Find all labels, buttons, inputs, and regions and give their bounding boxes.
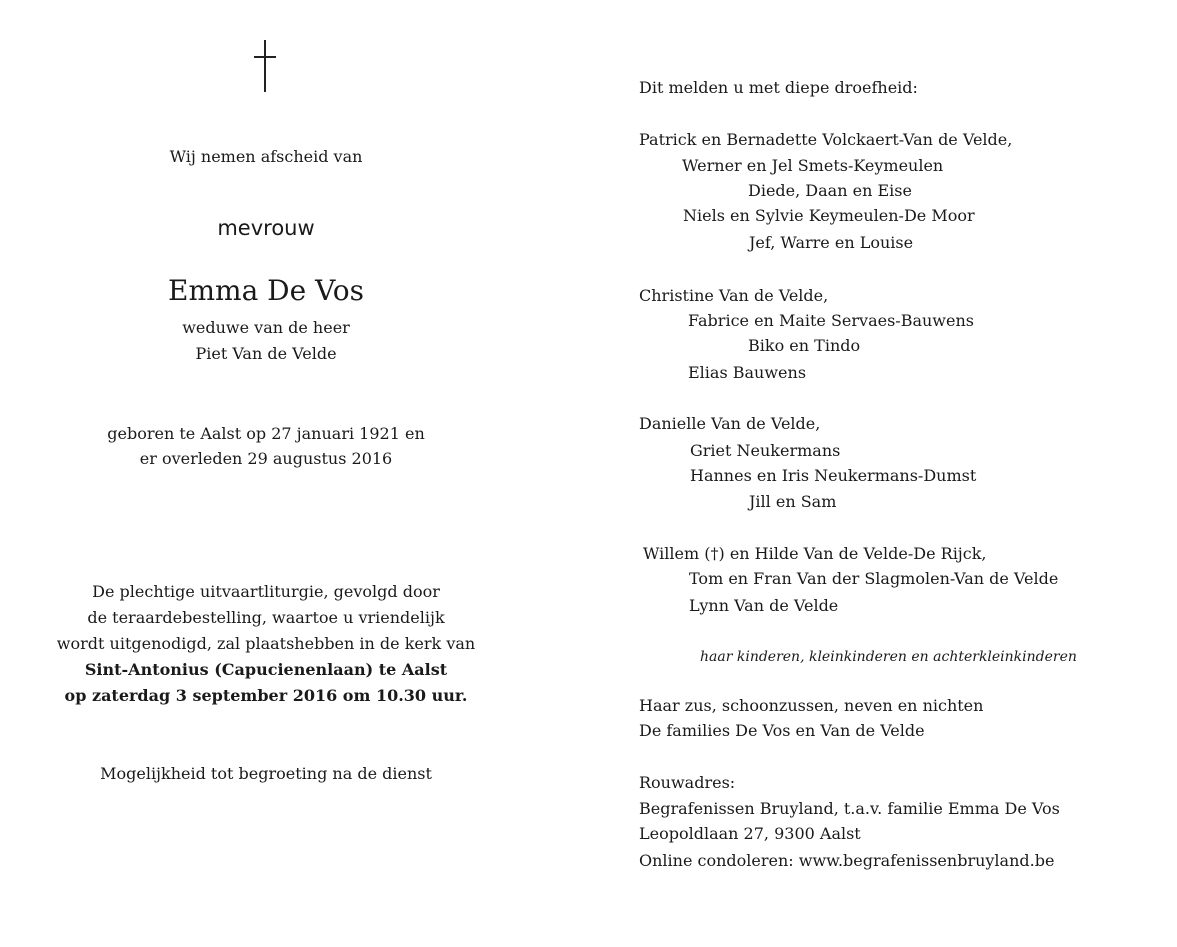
ceremony-line-3: wordt uitgenodigd, zal plaatshebben in de kerk van — [56, 634, 476, 653]
family-line: Hannes en Iris Neukermans-Dumst — [690, 466, 977, 485]
family-line: Elias Bauwens — [688, 363, 807, 382]
widow-line-1: weduwe van de heer — [182, 318, 350, 337]
ceremony-line-1: De plechtige uitvaartliturgie, gevolgd door — [92, 582, 440, 601]
address-line-1: Begrafenissen Bruyland, t.a.v. familie Emma De Vos — [639, 799, 1060, 818]
extended-family-line-2: De families De Vos en Van de Velde — [639, 721, 925, 740]
relation-note: haar kinderen, kleinkinderen en achterkleinkinderen — [700, 649, 1077, 665]
family-line: Niels en Sylvie Keymeulen-De Moor — [683, 206, 975, 225]
intro-text: Wij nemen afscheid van — [169, 147, 363, 166]
family-line: Danielle Van de Velde, — [639, 414, 821, 433]
ceremony-place: Sint-Antonius (Capucienenlaan) te Aalst — [84, 660, 448, 679]
address-line-2: Leopoldlaan 27, 9300 Aalst — [639, 824, 861, 843]
extended-family-line-1: Haar zus, schoonzussen, neven en nichten — [639, 696, 984, 715]
family-line: Diede, Daan en Eise — [748, 181, 912, 200]
birth-line-2: er overleden 29 augustus 2016 — [139, 449, 393, 468]
family-line: Werner en Jel Smets-Keymeulen — [682, 156, 944, 175]
family-line: Fabrice en Maite Servaes-Bauwens — [688, 311, 974, 330]
family-line: Christine Van de Velde, — [639, 286, 829, 305]
greeting-info: Mogelijkheid tot begroeting na de dienst — [100, 764, 432, 783]
widow-line-2: Piet Van de Velde — [195, 344, 337, 363]
family-line: Jill en Sam — [749, 492, 837, 511]
family-line: Griet Neukermans — [690, 441, 841, 460]
condolence-line: Online condoleren: www.begrafenissenbruyland.be — [639, 851, 1055, 870]
family-line: Willem (†) en Hilde Van de Velde-De Rijck, — [643, 544, 987, 563]
birth-line-1: geboren te Aalst op 27 januari 1921 en — [107, 424, 425, 443]
family-line: Biko en Tindo — [748, 336, 861, 355]
family-line: Lynn Van de Velde — [689, 596, 839, 615]
address-label: Rouwadres: — [639, 773, 736, 792]
salutation: mevrouw — [217, 216, 315, 240]
family-line: Patrick en Bernadette Volckaert-Van de Velde, — [639, 130, 1013, 149]
family-line: Tom en Fran Van der Slagmolen-Van de Velde — [689, 569, 1059, 588]
ceremony-line-2: de teraardebestelling, waartoe u vriendelijk — [87, 608, 445, 627]
family-line: Jef, Warre en Louise — [749, 233, 914, 252]
announcement-intro: Dit melden u met diepe droefheid: — [639, 78, 918, 97]
deceased-name: Emma De Vos — [168, 274, 364, 307]
cross-icon — [254, 40, 276, 92]
ceremony-time: op zaterdag 3 september 2016 om 10.30 uur. — [64, 686, 468, 705]
